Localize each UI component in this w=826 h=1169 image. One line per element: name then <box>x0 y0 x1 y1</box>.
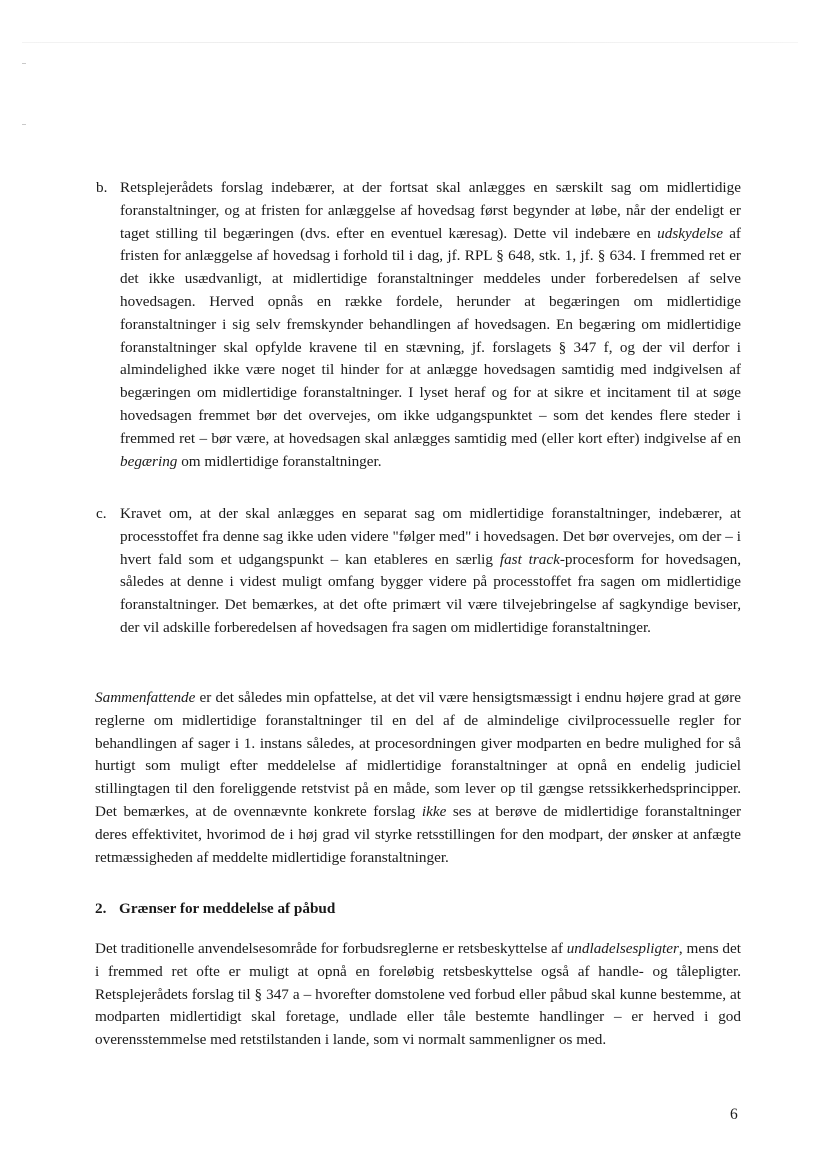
margin-mark <box>22 124 26 125</box>
list-marker-c: c. <box>96 505 107 522</box>
text-segment: Kravet om, at der skal anlægges en separat sag om midlertidige foranstaltninger, indebærer, at processtoffet fra denne sag ikke uden videre "følger med" i hovedsagen. Det bør overvejes, om der – i hvert fald som et udgangspunkt – kan etableres en særlig <box>120 505 741 568</box>
text-segment: Retsplejerådets forslag indebærer, at der fortsat skal anlægges en særskilt sag om midlertidige foranstaltninger, og at fristen for anlæggelse af hovedsag først begynder at løbe, når der endeligt er taget stilling til begæringen (dvs. efter en eventuel kæresag). Dette vil indebære en <box>120 179 741 242</box>
list-marker-b: b. <box>96 179 108 196</box>
emphasis-text: fast track <box>499 550 560 568</box>
text-segment: -procesform for hovedsagen, således at denne i videst muligt omfang bygger videre på processtoffet fra sagen om midlertidige foranstaltninger. Det bemærkes, at det ofte primært vil være tilvejebringelse af sagkyndige beviser, der vil adskille forberedelsen af hovedsagen fra sagen om midlertidige foranstaltninger. <box>120 550 742 636</box>
emphasis-text: begæring <box>120 452 178 470</box>
emphasis-text: Sammenfattende <box>95 689 196 706</box>
text-segment: ses at berøve de midlertidige foranstaltninger deres effektivitet, hvorimod de i høj grad vil styrke retsstillingen for den modpart, der ønsker at anfægte retmæssigheden af meddelte midlertidige foranstaltninger. <box>95 802 742 866</box>
section-number: 2. <box>95 900 107 917</box>
emphasis-text: udskydelse <box>657 224 723 242</box>
paragraph-item-b <box>120 177 741 473</box>
emphasis-text: undladelsespligter <box>566 940 679 957</box>
text-segment: Det traditionelle anvendelsesområde for forbudsreglerne er retsbeskyttelse af <box>95 940 567 957</box>
scan-edge-line <box>22 42 798 43</box>
text-segment: om midlertidige foranstaltninger. <box>177 452 382 470</box>
margin-mark <box>22 63 26 64</box>
section2-paragraph <box>95 938 741 1052</box>
summary-paragraph <box>95 687 741 869</box>
section-heading <box>95 898 335 921</box>
text-segment: er det således min opfattelse, at det vil være hensigtsmæssigt i endnu højere grad at gøre reglerne om midlertidige foranstaltninger til en del af de almindelige civilprocessuelle regler for behandlingen af sager i 1. instans således, at procesordningen giver modparten en bedre mulighed for så hurtigt som muligt efter meddelelse af midlertidige foranstaltninger at opnå en endelig judiciel stillingtagen til den foreliggende retstvist på en måde, som lever op til gængse retssikkerhedsprincipper. Det bemærkes, at de ovennævnte konkrete forslag <box>95 689 741 820</box>
page-number: 6 <box>730 1106 738 1123</box>
text-segment: af fristen for anlæggelse af hovedsag i forhold til i dag, jf. RPL § 648, stk. 1, jf. § 634. I fremmed ret er det ikke usædvanligt, at midlertidige foranstaltninger meddeles under forberedelsen af selve hovedsagen. Herved opnås en række fordele, herunder at begæringen om midlertidige foranstaltninger i sig selv fremskynder behandlingen af hovedsagen. En begæring om midlertidige foranstaltninger skal opfylde kravene til en stævning, jf. forslagets § 347 f, og der vil derfor i almindelighed ikke være noget til hinder for at anlægge hovedsagen samtidig med indgivelsen af begæringen om midlertidige foranstaltninger. I lyset heraf og for at sikre et incitament til at søge hovedsagen fremmet bør det overvejes, om ikke udgangspunktet – som det kendes flere steder i fremmed ret – bør være, at hovedsagen skal anlægges samtidig med (eller kort efter) indgivelse af en <box>120 224 741 447</box>
section-title: Grænser for meddelelse af påbud <box>119 900 336 917</box>
text-segment: , mens det i fremmed ret ofte er muligt at opnå en foreløbig retsbeskyttelse også af handle- og tålepligter. Retsplejerådets forslag til § 347 a – hvorefter domstolene ved forbud eller påbud skal kunne bestemme, at modparten midlertidigt skal foretage, undlade eller tåle bestemte handlinger – er herved i god overensstemmelse med retstilstanden i lande, som vi normalt sammenligner os med. <box>95 940 741 1049</box>
emphasis-text: ikke <box>421 802 447 820</box>
paragraph-item-c <box>120 503 741 640</box>
